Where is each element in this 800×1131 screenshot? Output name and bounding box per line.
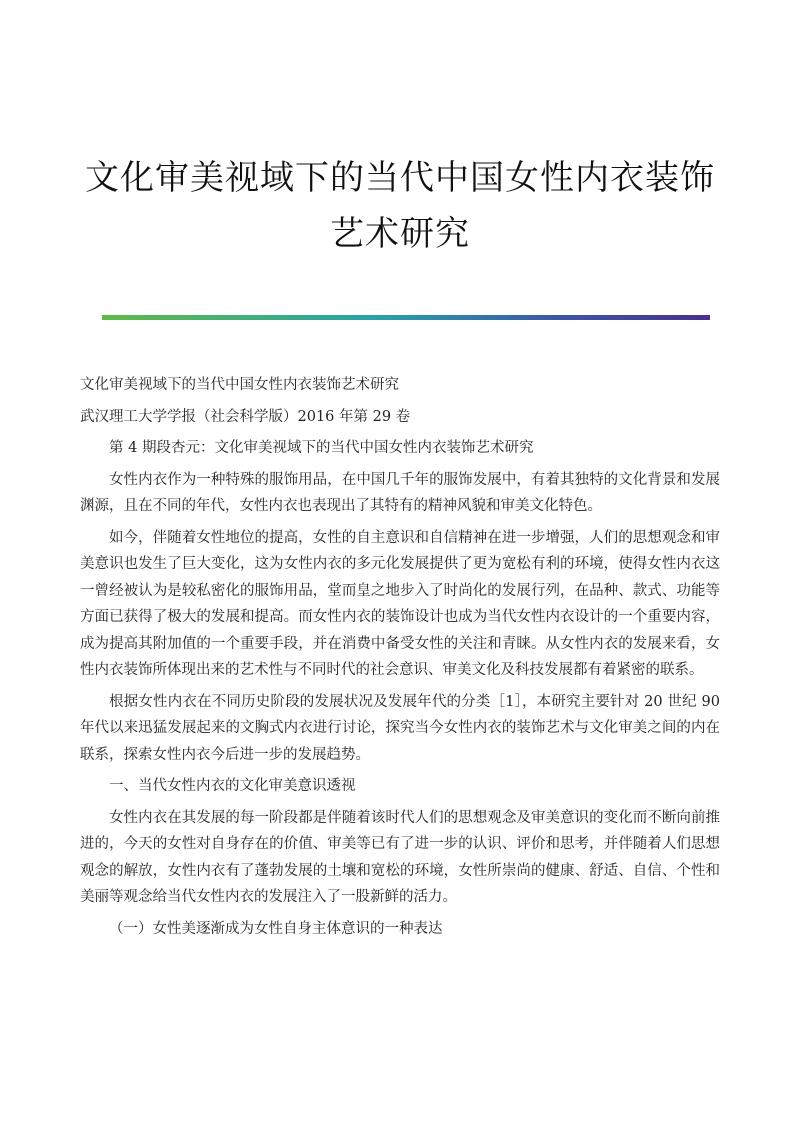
document-body <box>80 372 720 947</box>
journal-line: 武汉理工大学学报（社会科学版）2016 年第 29 卷 <box>80 408 411 425</box>
article-title-line: 文化审美视域下的当代中国女性内衣装饰艺术研究 <box>80 377 399 393</box>
paragraph: 女性内衣在其发展的每一阶段都是伴随着该时代人们的思想观念及审美意识的变化而不断向前推进的，今天的女性对自身存在的价值、审美等已有了进一步的认识、评价和思考，并伴随着人们思想观念的解放，女性内衣有了蓬勃发展的土壤和宽松的环境，女性所崇尚的健康、舒适、自信、个性和美丽等观念给当代女性内衣的发展注入了一股新鲜的活力。 <box>80 809 720 905</box>
issue-author-line: 第 4 期段杏元：文化审美视域下的当代中国女性内衣装饰艺术研究 <box>109 440 534 456</box>
title-divider <box>102 315 710 320</box>
section-heading: 一、当代女性内衣的文化审美意识透视 <box>109 778 356 794</box>
document-title: 文化审美视域下的当代中国女性内衣装饰艺术研究 <box>85 158 715 254</box>
paragraph: 根据女性内衣在不同历史阶段的发展状况及发展年代的分类［1］，本研究主要针对 20 世纪 90 年代以来迅猛发展起来的文胸式内衣进行讨论，探究当今女性内衣的装饰艺术与文化审美之间的内在联系，探索女性内衣今后进一步的发展趋势。 <box>80 693 720 763</box>
paragraph: 女性内衣作为一种特殊的服饰用品，在中国几千年的服饰发展中，有着其独特的文化背景和发展渊源，且在不同的年代，女性内衣也表现出了其特有的精神风貌和审美文化特色。 <box>80 471 720 514</box>
paragraph: 如今，伴随着女性地位的提高，女性的自主意识和自信精神在进一步增强，人们的思想观念和审美意识也发生了巨大变化，这为女性内衣的多元化发展提供了更为宽松有利的环境，使得女性内衣这一曾经被认为是较私密化的服饰用品，堂而皇之地步入了时尚化的发展行列，在品种、款式、功能等方面已获得了极大的发展和提高。而女性内衣的装饰设计也成为当代女性内衣设计的一个重要内容，成为提高其附加值的一个重要手段，并在消费中备受女性的关注和青睐。从女性内衣的发展来看，女性内衣装饰所体现出来的艺术性与不同时代的社会意识、审美文化及科技发展都有着紧密的联系。 <box>80 529 720 678</box>
subsection-heading: （一）女性美逐渐成为女性自身主体意识的一种表达 <box>109 920 443 937</box>
